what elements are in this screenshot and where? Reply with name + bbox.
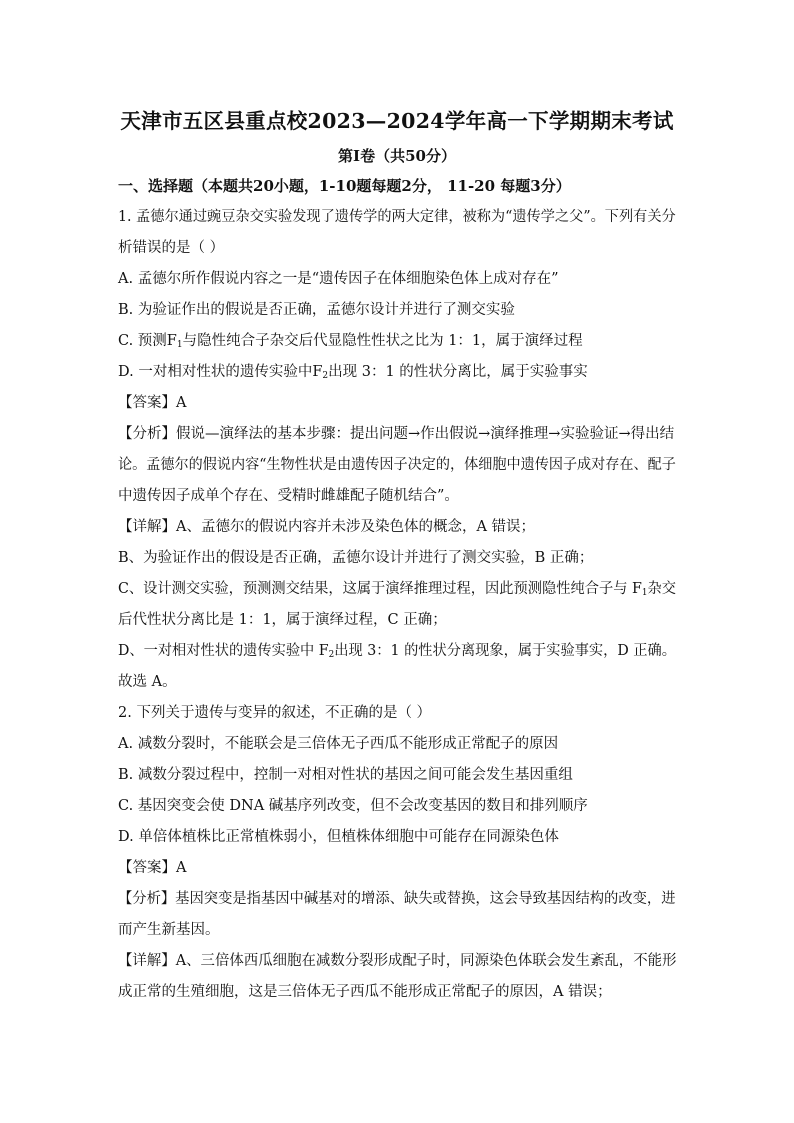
q1-option-a: A. 孟德尔所作假说内容之一是“遗传因子在体细胞染色体上成对存在” [118, 271, 559, 287]
q2-stem: 2. 下列关于遗传与变异的叙述，不正确的是（ ） [118, 705, 432, 721]
q2-analysis-line2: 而产生新基因。 [118, 922, 220, 938]
q1-detail-line3: C、设计测交实验，预测测交结果，这属于演绎推理过程，因此预测隐性纯合子与 $F_1$杂交 [118, 581, 677, 598]
q2-detail-line1: 【详解】A、三倍体西瓜细胞在减数分裂形成配子时，同源染色体联会发生紊乱，不能形 [118, 953, 677, 969]
q1-detail-line4: 后代性状分离比是 1：1，属于演绎过程，C 正确； [118, 612, 447, 628]
q2-detail-line2: 成正常的生殖细胞，这是三倍体无子西瓜不能形成正常配子的原因，A 错误； [118, 984, 612, 1000]
q1-stem-line1: 1. 孟德尔通过豌豆杂交实验发现了遗传学的两大定律，被称为“遗传学之父”。下列有关分 [118, 209, 676, 225]
q1-analysis-line3: 中遗传因子成单个存在、受精时雌雄配子随机结合”。 [118, 488, 459, 504]
exam-title: 天津市五区县重点校2023—2024学年高一下学期期末考试 [120, 109, 674, 133]
q1-conclusion: 故选 A。 [118, 674, 177, 690]
section-heading: 一、选择题（本题共20小题，1-10题每题2分， 11-20 每题3分） [118, 177, 571, 195]
q1-option-b: B. 为验证作出的假说是否正确，孟德尔设计并进行了测交实验 [118, 302, 515, 318]
q1-detail-line5: D、一对相对性状的遗传实验中 $F_2$出现 3：1 的性状分离现象，属于实验事实，D 正确。 [118, 643, 676, 660]
q1-detail-line2: B、为验证作出的假设是否正确，孟德尔设计并进行了测交实验，B 正确； [118, 550, 594, 566]
q2-option-b: B. 减数分裂过程中，控制一对相对性状的基因之间可能会发生基因重组 [118, 767, 573, 783]
q1-answer: 【答案】A [118, 395, 187, 411]
paper-part-heading: 第Ⅰ卷（共50分） [338, 147, 456, 165]
q1-stem-line2: 析错误的是（ ） [118, 240, 225, 256]
q1-option-d: D. 一对相对性状的遗传实验中$F_2$出现 3：1 的性状分离比，属于实验事实 [118, 364, 588, 381]
q1-analysis-line2: 论。孟德尔的假说内容“生物性状是由遗传因子决定的，体细胞中遗传因子成对存在、配子 [118, 457, 676, 473]
q1-analysis-line1: 【分析】假说—演绎法的基本步骤：提出问题→作出假说→演绎推理→实验验证→得出结 [118, 426, 675, 442]
q1-detail-line1: 【详解】A、孟德尔的假说内容并未涉及染色体的概念，A 错误； [118, 519, 536, 535]
q2-option-d: D. 单倍体植株比正常植株弱小，但植株体细胞中可能存在同源染色体 [118, 829, 559, 845]
q2-answer: 【答案】A [118, 860, 187, 876]
q2-option-c: C. 基因突变会使 DNA 碱基序列改变，但不会改变基因的数目和排列顺序 [118, 798, 588, 814]
q1-option-c: C. 预测$F_1$与隐性纯合子杂交后代显隐性性状之比为 1：1，属于演绎过程 [118, 333, 583, 350]
q2-analysis-line1: 【分析】基因突变是指基因中碱基对的增添、缺失或替换，这会导致基因结构的改变，进 [118, 891, 676, 907]
q2-option-a: A. 减数分裂时，不能联会是三倍体无子西瓜不能形成正常配子的原因 [118, 736, 559, 752]
